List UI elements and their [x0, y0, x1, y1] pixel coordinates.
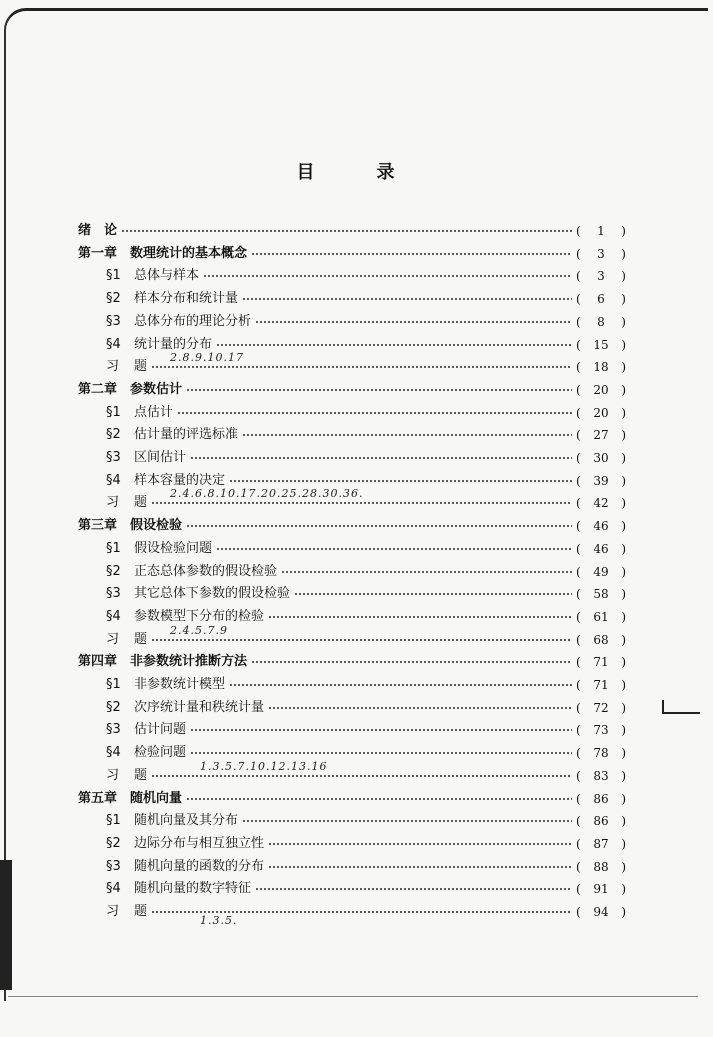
page-number-value: 86: [593, 814, 609, 829]
leader-dots: [229, 684, 572, 686]
page-number-value: 58: [593, 587, 609, 602]
paren-open: (: [576, 269, 581, 284]
page-bottom-edge: [8, 996, 698, 997]
page-number-value: 30: [593, 451, 609, 465]
toc-entry-title: [106, 425, 238, 445]
toc-entry-title: [106, 357, 147, 377]
toc-section-row: [106, 289, 626, 309]
paren-open: (: [576, 496, 581, 511]
page-number: [576, 471, 626, 491]
section-number: §3: [106, 722, 121, 738]
paren-open: (: [576, 814, 581, 829]
page-number: [576, 425, 626, 445]
section-number: §3: [106, 313, 121, 329]
paren-close: ): [621, 496, 626, 511]
page-number-value: 94: [593, 905, 609, 919]
toc-entry-title: [106, 698, 264, 718]
toc-section-row: [106, 584, 626, 604]
section-title: 题: [134, 495, 148, 511]
section-number: §4: [106, 881, 121, 897]
leader-dots: [242, 298, 572, 300]
page-number: [576, 403, 626, 423]
section-title: 估计问题: [134, 722, 187, 738]
paren-close: ): [621, 814, 626, 829]
section-number: §1: [106, 540, 121, 556]
section-number: §2: [106, 291, 121, 307]
section-title: 估计量的评选标准: [134, 427, 239, 443]
page-number: [576, 493, 626, 513]
paren-open: (: [576, 655, 581, 670]
toc-chapter-row: [78, 244, 626, 264]
section-number: 习: [106, 904, 120, 919]
page-number: [576, 652, 626, 672]
section-title: 统计量的分布: [134, 336, 213, 352]
leader-dots: [151, 639, 572, 641]
page-number: [576, 720, 626, 740]
page-number: [576, 357, 626, 377]
section-title: 样本容量的决定: [134, 472, 226, 488]
page-number-value: 20: [593, 405, 609, 420]
toc-chapter-row: [78, 380, 626, 400]
toc-section-row: [106, 834, 626, 854]
section-number: 习: [106, 495, 120, 511]
toc-entry-title: [106, 403, 173, 423]
page-number: [576, 335, 626, 355]
page-number-value: 3: [597, 269, 605, 284]
paren-open: (: [576, 292, 581, 307]
paren-close: ): [621, 700, 626, 715]
page-number-value: 46: [593, 541, 609, 556]
page-number-value: 87: [593, 836, 609, 851]
toc-entry-title: [106, 675, 225, 695]
section-title: 题: [134, 359, 148, 375]
page-number-value: 8: [597, 314, 605, 329]
paren-close: ): [621, 224, 626, 238]
toc-entry-title: 第五章 随机向量: [78, 790, 183, 806]
leader-dots: [251, 661, 572, 663]
paren-close: ): [621, 360, 626, 375]
section-title: 次序统计量和秩统计量: [134, 699, 265, 715]
section-title: 边际分布与相互独立性: [134, 835, 265, 851]
page-number: [576, 516, 626, 536]
toc-section-row: [106, 425, 626, 445]
paren-open: (: [576, 587, 581, 602]
page-number-value: 61: [593, 609, 609, 624]
paren-open: (: [576, 859, 581, 874]
page-number: [576, 766, 626, 786]
paren-open: (: [576, 609, 581, 624]
page-number-value: 91: [593, 882, 609, 897]
leader-dots: [151, 366, 572, 368]
toc-chapter-row: [78, 516, 626, 536]
section-number: 习: [106, 359, 120, 375]
toc-entry-title: [106, 720, 186, 740]
handwritten-note: 1.3.5.: [200, 914, 238, 927]
paren-close: ): [621, 269, 626, 284]
paren-open: (: [576, 700, 581, 715]
leader-dots: [190, 457, 572, 459]
toc-entry-title: [106, 493, 147, 513]
scan-shadow: [0, 860, 12, 990]
leader-dots: [186, 798, 572, 800]
section-title: 总体分布的理论分析: [134, 313, 252, 329]
paren-open: (: [576, 224, 581, 238]
leader-dots: [203, 275, 572, 277]
leader-dots: [216, 344, 572, 346]
page-number-value: 88: [593, 859, 609, 874]
section-number: §4: [106, 472, 121, 488]
paren-open: (: [576, 360, 581, 375]
paren-close: ): [621, 382, 626, 397]
page-number-value: 39: [593, 473, 609, 488]
section-number: §3: [106, 858, 121, 874]
section-number: §1: [106, 813, 121, 829]
leader-dots: [294, 593, 572, 595]
paren-close: ): [621, 337, 626, 352]
paren-close: ): [621, 791, 626, 806]
section-number: §3: [106, 586, 121, 602]
paren-close: ): [621, 451, 626, 465]
paren-open: (: [576, 382, 581, 397]
leader-dots: [190, 752, 572, 754]
toc-section-row: [106, 675, 626, 695]
paren-close: ): [621, 746, 626, 761]
section-number: §1: [106, 404, 121, 420]
paren-close: ): [621, 905, 626, 919]
paren-open: (: [576, 882, 581, 897]
leader-dots: [151, 775, 572, 777]
leader-dots: [268, 616, 572, 618]
paren-open: (: [576, 678, 581, 692]
section-number: §2: [106, 699, 121, 715]
handwritten-note: 2.4.6.8.10.17.20.25.28.30.36.: [170, 487, 364, 501]
toc-entry-title: [106, 630, 147, 650]
toc-entry-title: [106, 584, 290, 604]
page-title: 目 录: [296, 162, 417, 183]
leader-dots: [242, 434, 572, 436]
paren-close: ): [621, 632, 626, 647]
page-number: [576, 562, 626, 582]
section-number: §4: [106, 336, 121, 352]
toc-section-row: [106, 766, 626, 786]
page-number: [576, 630, 626, 650]
toc-entry-title: [106, 879, 251, 899]
toc-entry-title: [106, 562, 277, 582]
leader-dots: [121, 230, 572, 232]
page-number: [576, 539, 626, 559]
section-title: 点估计: [134, 404, 174, 420]
section-title: 总体与样本: [134, 268, 200, 284]
handwritten-note: 2.4.5.7.9: [170, 623, 228, 637]
page-number-value: 42: [593, 496, 609, 511]
toc-entry-title: [106, 539, 212, 559]
paren-open: (: [576, 519, 581, 534]
page-number-value: 20: [593, 382, 609, 397]
page-number: [576, 221, 626, 241]
paren-close: ): [621, 564, 626, 579]
page-number: [576, 743, 626, 763]
page-number: [576, 584, 626, 604]
page-number: [576, 448, 626, 468]
toc-chapter-row: [78, 221, 626, 241]
page-number: [576, 834, 626, 854]
paren-close: ): [621, 587, 626, 602]
paren-open: (: [576, 428, 581, 443]
toc-section-row: [106, 720, 626, 740]
page-number: [576, 698, 626, 718]
page-number-value: 18: [593, 360, 609, 375]
leader-dots: [242, 820, 572, 822]
paren-close: ): [621, 405, 626, 420]
toc-entry-title: 第二章 参数估计: [78, 381, 183, 397]
paren-open: (: [576, 405, 581, 420]
leader-dots: [255, 321, 572, 323]
page-number: [576, 312, 626, 332]
toc-entry-title: [106, 811, 238, 831]
leader-dots: [216, 548, 572, 550]
section-title: 样本分布和统计量: [134, 291, 239, 307]
leader-dots: [177, 412, 572, 414]
leader-dots: [186, 389, 572, 391]
toc-entry-title: 第一章 数理统计的基本概念: [78, 245, 248, 261]
leader-dots: [268, 866, 572, 868]
page-number: [576, 857, 626, 877]
paren-open: (: [576, 314, 581, 329]
leader-dots: [186, 525, 572, 527]
page-number: [576, 811, 626, 831]
toc-section-row: [106, 562, 626, 582]
page-number: [576, 380, 626, 400]
paren-open: (: [576, 723, 581, 738]
leader-dots: [229, 480, 572, 482]
page-number-value: 68: [593, 632, 609, 647]
toc-entry-title: [106, 289, 238, 309]
page-number-value: 46: [593, 519, 609, 534]
section-number: 习: [106, 631, 120, 647]
toc-section-row: [106, 266, 626, 286]
section-number: §1: [106, 268, 121, 284]
page-number-value: 6: [597, 292, 605, 307]
paren-open: (: [576, 746, 581, 761]
section-title: 其它总体下参数的假设检验: [134, 586, 291, 602]
handwritten-note: 2.8.9.10.17: [170, 351, 244, 365]
section-title: 正态总体参数的假设检验: [134, 563, 278, 579]
paren-open: (: [576, 632, 581, 647]
page-number: [576, 244, 626, 264]
toc-section-row: [106, 879, 626, 899]
paren-close: ): [621, 859, 626, 874]
paren-open: (: [576, 905, 581, 919]
section-title: 检验问题: [134, 745, 187, 761]
toc-section-row: [106, 857, 626, 877]
toc-entry-title: [106, 743, 186, 763]
section-number: §2: [106, 835, 121, 851]
leader-dots: [268, 843, 572, 845]
toc-section-row: [106, 312, 626, 332]
paren-close: ): [621, 678, 626, 692]
paren-close: ): [621, 882, 626, 897]
section-number: §1: [106, 677, 121, 692]
paren-open: (: [576, 791, 581, 806]
paren-open: (: [576, 473, 581, 488]
section-title: 题: [134, 904, 148, 919]
toc-section-row: [106, 698, 626, 718]
page-number-value: 86: [593, 791, 609, 806]
handwritten-note: 1.3.5.7.10.12.13.16: [200, 759, 328, 773]
page-number: [576, 675, 626, 695]
leader-dots: [281, 571, 572, 573]
toc-entry-title: [106, 902, 147, 922]
paren-open: (: [576, 768, 581, 783]
paren-close: ): [621, 428, 626, 443]
page-number-value: 73: [593, 723, 609, 738]
section-title: 区间估计: [134, 450, 187, 465]
toc-entry-title: [106, 834, 264, 854]
page-number: [576, 879, 626, 899]
paren-close: ): [621, 836, 626, 851]
toc-entry-title: 第三章 假设检验: [78, 518, 183, 534]
toc-entry-title: 第四章 非参数统计推断方法: [78, 654, 248, 670]
leader-dots: [190, 729, 572, 731]
leader-dots: [151, 911, 572, 913]
section-number: §2: [106, 427, 121, 443]
paren-close: ): [621, 519, 626, 534]
scan-mark: [662, 700, 700, 714]
toc-section-row: [106, 743, 626, 763]
page-number-value: 1: [597, 224, 605, 238]
page-number-value: 3: [597, 246, 605, 261]
section-title: 随机向量及其分布: [134, 813, 239, 829]
section-number: §3: [106, 450, 121, 465]
section-title: 题: [134, 767, 148, 783]
section-title: 非参数统计模型: [134, 677, 226, 692]
section-number: §4: [106, 745, 121, 761]
toc-entry-title: [106, 266, 199, 286]
section-number: §2: [106, 563, 121, 579]
section-title: 假设检验问题: [134, 540, 213, 556]
page-number-value: 83: [593, 768, 609, 783]
leader-dots: [151, 502, 572, 504]
page-number-value: 72: [593, 700, 609, 715]
section-number: §4: [106, 608, 121, 624]
paren-close: ): [621, 541, 626, 556]
toc-section-row: [106, 902, 626, 922]
paren-open: (: [576, 564, 581, 579]
toc-section-row: [106, 539, 626, 559]
page-number: [576, 902, 626, 922]
toc-entry-title: [106, 766, 147, 786]
toc-entry-title: [106, 312, 251, 332]
paren-close: ): [621, 768, 626, 783]
paren-close: ): [621, 473, 626, 488]
paren-close: ): [621, 723, 626, 738]
page-number: [576, 789, 626, 809]
leader-dots: [268, 707, 572, 709]
toc-section-row: [106, 448, 626, 468]
page-number-value: 15: [593, 337, 609, 352]
section-title: 随机向量的函数的分布: [134, 858, 265, 874]
page-number-value: 27: [593, 428, 609, 443]
toc-entry-title: [106, 857, 264, 877]
paren-open: (: [576, 451, 581, 465]
section-title: 参数模型下分布的检验: [134, 608, 265, 624]
leader-dots: [251, 253, 572, 255]
toc-chapter-row: [78, 789, 626, 809]
paren-open: (: [576, 541, 581, 556]
paren-close: ): [621, 655, 626, 670]
toc-entry-title: 绪 论: [78, 223, 118, 238]
toc-chapter-row: [78, 652, 626, 672]
toc-section-row: [106, 811, 626, 831]
page-number-value: 78: [593, 746, 609, 761]
paren-close: ): [621, 292, 626, 307]
toc-section-row: [106, 403, 626, 423]
page-number: [576, 607, 626, 627]
section-title: 随机向量的数字特征: [134, 881, 252, 897]
page-number: [576, 289, 626, 309]
toc-entry-title: [106, 448, 186, 468]
leader-dots: [255, 888, 572, 890]
paren-close: ): [621, 314, 626, 329]
paren-close: ): [621, 609, 626, 624]
paren-open: (: [576, 836, 581, 851]
page-number-value: 49: [593, 564, 609, 579]
section-number: 习: [106, 767, 120, 783]
page-number-value: 71: [593, 655, 609, 670]
paren-close: ): [621, 246, 626, 261]
paren-open: (: [576, 246, 581, 261]
section-title: 题: [134, 631, 148, 647]
page-number: [576, 266, 626, 286]
paren-open: (: [576, 337, 581, 352]
page-number-value: 71: [593, 678, 609, 692]
